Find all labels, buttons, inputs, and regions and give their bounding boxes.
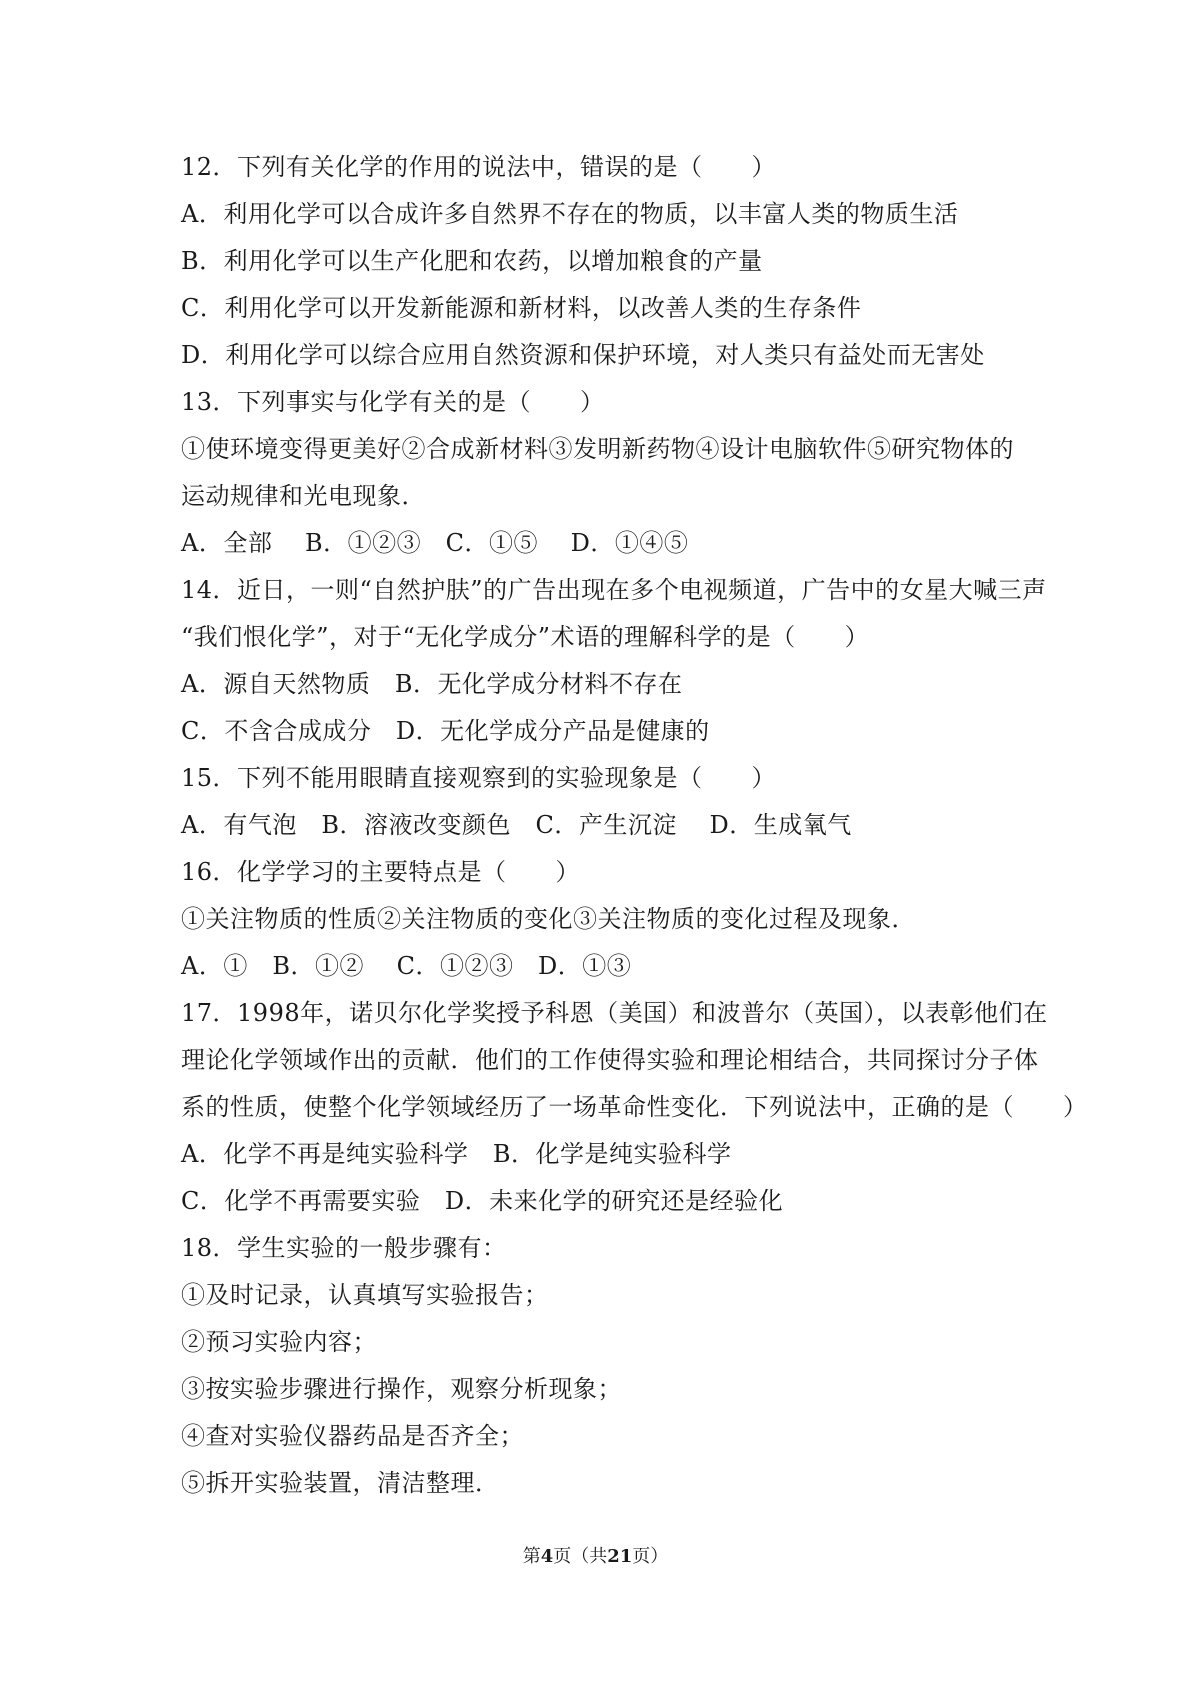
footer-prefix: 第 xyxy=(522,1546,541,1567)
q16-items: ①关注物质的性质②关注物质的变化③关注物质的变化过程及现象． xyxy=(181,905,916,933)
q17-options-cd: C．化学不再需要实验 D．未来化学的研究还是经验化 xyxy=(181,1187,784,1215)
q16-stem: 16．化学学习的主要特点是（ ） xyxy=(181,858,581,886)
q14-options-cd: C．不含合成成分 D．无化学成分产品是健康的 xyxy=(181,717,710,745)
document-body xyxy=(181,144,1088,1507)
q18-step-1: ①及时记录，认真填写实验报告； xyxy=(181,1281,549,1309)
q18-step-3: ③按实验步骤进行操作，观察分析现象； xyxy=(181,1375,622,1403)
q18-step-2: ②预习实验内容； xyxy=(181,1328,377,1356)
page-footer xyxy=(0,1545,1191,1569)
q18-stem: 18．学生实验的一般步骤有： xyxy=(181,1234,507,1262)
q18-step-4: ④查对实验仪器药品是否齐全； xyxy=(181,1422,524,1450)
footer-page-number: 4 xyxy=(540,1546,554,1567)
q13-stem: 13．下列事实与化学有关的是（ ） xyxy=(181,388,605,416)
q17-stem-line3: 系的性质，使整个化学领域经历了一场革命性变化．下列说法中，正确的是（ ） xyxy=(181,1093,1088,1121)
footer-middle: 页（共 xyxy=(553,1546,608,1567)
q12-option-a: A．利用化学可以合成许多自然界不存在的物质，以丰富人类的物质生活 xyxy=(181,200,959,228)
q18-step-5: ⑤拆开实验装置，清洁整理． xyxy=(181,1469,500,1497)
q14-stem-line2: “我们恨化学”，对于“无化学成分”术语的理解科学的是（ ） xyxy=(181,623,870,651)
q12-option-b: B．利用化学可以生产化肥和农药，以增加粮食的产量 xyxy=(181,247,763,275)
q14-stem-line1: 14．近日，一则“自然护肤”的广告出现在多个电视频道，广告中的女星大喊三声 xyxy=(181,576,1047,604)
q17-stem-line2: 理论化学领域作出的贡献．他们的工作使得实验和理论相结合，共同探讨分子体 xyxy=(181,1046,1039,1074)
footer-suffix: 页） xyxy=(632,1546,669,1567)
q17-options-ab: A．化学不再是纯实验科学 B．化学是纯实验科学 xyxy=(181,1140,732,1168)
q12-stem: 12．下列有关化学的作用的说法中，错误的是（ ） xyxy=(181,153,777,181)
q17-stem-line1: 17．1998年，诺贝尔化学奖授予科恩（美国）和波普尔（英国），以表彰他们在 xyxy=(181,999,1048,1027)
q13-items-line1: ①使环境变得更美好②合成新材料③发明新药物④设计电脑软件⑤研究物体的 xyxy=(181,435,1014,463)
q14-options-ab: A．源自天然物质 B．无化学成分材料不存在 xyxy=(181,670,683,698)
q12-option-d: D．利用化学可以综合应用自然资源和保护环境，对人类只有益处而无害处 xyxy=(181,341,985,369)
q15-options: A．有气泡 B．溶液改变颜色 C．产生沉淀 D．生成氧气 xyxy=(181,811,852,839)
q13-items-line2: 运动规律和光电现象． xyxy=(181,482,426,510)
footer-total-pages: 21 xyxy=(607,1546,633,1567)
q15-stem: 15．下列不能用眼睛直接观察到的实验现象是（ ） xyxy=(181,764,777,792)
q13-options: A．全部 B．①②③ C．①⑤ D．①④⑤ xyxy=(181,529,689,557)
q16-options: A．① B．①② C．①②③ D．①③ xyxy=(181,952,632,980)
q12-option-c: C．利用化学可以开发新能源和新材料，以改善人类的生存条件 xyxy=(181,294,862,322)
